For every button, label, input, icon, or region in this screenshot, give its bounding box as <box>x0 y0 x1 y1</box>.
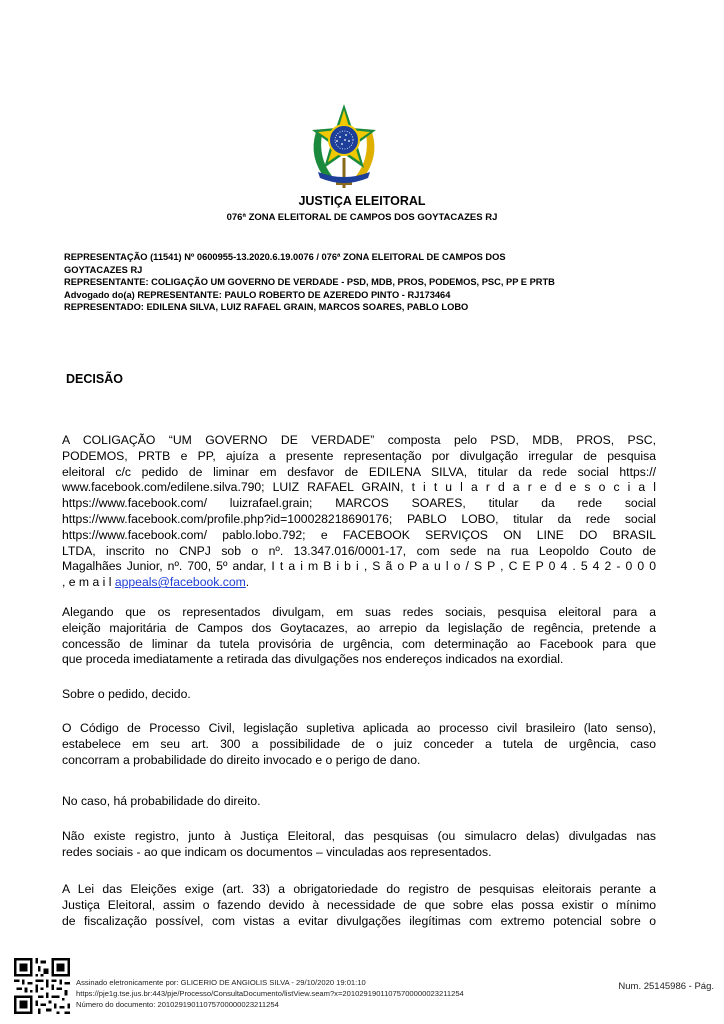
court-title: JUSTIÇA ELEITORAL <box>298 194 426 208</box>
text-line: https://www.facebook.com/ luizrafael.grain; MARCOS SOARES, titular da rede social <box>62 496 656 511</box>
text-line: https://www.facebook.com/ pablo.lobo.792; e FACEBOOK SERVIÇOS ON LINE DO BRASIL <box>62 527 656 542</box>
text-line: A COLIGAÇÃO “UM GOVERNO DE VERDADE” composta pelo PSD, MDB, PROS, PSC, <box>62 433 656 447</box>
text-line: LTDA, inscrito no CNPJ sob o nº. 13.347.016/0001-17, com sede na rua Leopoldo Couto de <box>62 543 656 558</box>
email-link[interactable]: appeals@facebook.com <box>114 575 246 590</box>
signed-by: Assinado eletronicamente por: GLICERIO DE ANGIOLIS SILVA - 29/10/2020 19:01:10 <box>76 978 366 987</box>
text-line: Sobre o pedido, decido. <box>62 687 191 701</box>
brazil-coat-of-arms-icon <box>306 102 382 194</box>
paragraph-1 <box>62 433 656 591</box>
text-line: eleitoral c/c pedido de liminar em desfavor de EDILENA SILVA, titular da rede social https:// <box>62 464 656 479</box>
paragraph-4 <box>62 721 656 768</box>
text-line: de fiscalização possível, com vistas a evitar divulgações ilegítimas com extremo potencial sobre o <box>62 913 656 928</box>
text-line: concessão de liminar da tutela provisória de urgência, com determinação ao Facebook para que <box>62 636 656 651</box>
case-header <box>64 251 664 314</box>
paragraph-2 <box>62 605 656 668</box>
email-prefix: , e m a i l <box>62 575 115 590</box>
text-line: Não existe registro, junto à Justiça Eleitoral, das pesquisas (ou simulacro delas) divulgadas nas <box>62 829 656 843</box>
email-suffix: . <box>245 575 250 590</box>
qr-code-icon[interactable] <box>14 958 70 1014</box>
text-line: PODEMOS, PRTB e PP, ajuíza a presente representação por divulgação irregular de pesquisa <box>62 448 656 463</box>
text-line: Justiça Eleitoral, assim o fazendo devido à necessidade de que sobre elas possa existir o mínimo <box>62 897 656 912</box>
representado-line: REPRESENTADO: EDILENA SILVA, LUIZ RAFAEL GRAIN, MARCOS SOARES, PABLO LOBO <box>64 302 469 313</box>
paragraph-6 <box>62 829 656 861</box>
email-line <box>62 575 656 591</box>
text-line: Alegando que os representados divulgam, em suas redes sociais, pesquisa eleitoral para a <box>62 605 656 619</box>
document-number: Número do documento: 20102919011075700000023211254 <box>76 1000 279 1010</box>
page-number: Num. 25145986 - Pág. <box>618 981 714 992</box>
representante-line: REPRESENTANTE: COLIGAÇÃO UM GOVERNO DE VERDADE - PSD, MDB, PROS, PODEMOS, PSC, PP E PRTB <box>64 277 555 288</box>
text-line: No caso, há probabilidade do direito. <box>62 794 261 808</box>
text-line: redes sociais - ao que indicam os documentos – vinculadas aos representados. <box>62 844 492 859</box>
paragraph-7 <box>62 882 656 929</box>
decision-heading: DECISÃO <box>66 372 123 386</box>
text-line: que proceda imediatamente a retirada das divulgações nos endereços indicados na exordial. <box>62 652 564 667</box>
paragraph-3 <box>62 687 656 703</box>
court-subtitle: 076ª ZONA ELEITORAL DE CAMPOS DOS GOYTACAZES RJ <box>226 212 498 223</box>
text-line: concorram a probabilidade do direito invocado e o perigo de dano. <box>62 752 421 767</box>
advogado-line: Advogado do(a) REPRESENTANTE: PAULO ROBERTO DE AZEREDO PINTO - RJ173464 <box>64 289 451 300</box>
text-line: A Lei das Eleições exige (art. 33) a obrigatoriedade do registro de pesquisas eleitorais perante a <box>62 882 656 896</box>
text-line: https://www.facebook.com/profile.php?id=100028218690176; PABLO LOBO, titular da rede social <box>62 511 656 526</box>
case-line: REPRESENTAÇÃO (11541) Nº 0600955-13.2020.6.19.0076 / 076ª ZONA ELEITORAL DE CAMPOS DOS <box>64 252 506 262</box>
text-line: estabelece em seu art. 300 a possibilidade de o juiz conceder a tutela de urgência, caso <box>62 736 656 751</box>
signature-footer <box>76 977 464 1011</box>
text-line: eleição majoritária de Campos dos Goytacazes, ao arrepio da legislação de regência, pretende a <box>62 620 656 635</box>
text-line: Magalhães Junior, nº. 700, 5º andar, I t a i m B i b i , S ã o P a u l o / S P , C E P 0 4 . 5 4 2 - 0 0 0 <box>62 559 656 574</box>
text-line: www.facebook.com/edilene.silva.790; LUIZ RAFAEL GRAIN, t i t u l a r d a r e d e s o c i a l <box>62 480 656 495</box>
document-url[interactable]: https://pje1g.tse.jus.br:443/pje/Processo/ConsultaDocumento/listView.seam?x=20102919011075700000023211254 <box>76 989 464 999</box>
paragraph-5 <box>62 794 656 810</box>
case-line: GOYTACAZES RJ <box>64 264 143 275</box>
text-line: O Código de Processo Civil, legislação supletiva aplicada ao processo civil brasileiro (lato senso), <box>62 721 656 735</box>
